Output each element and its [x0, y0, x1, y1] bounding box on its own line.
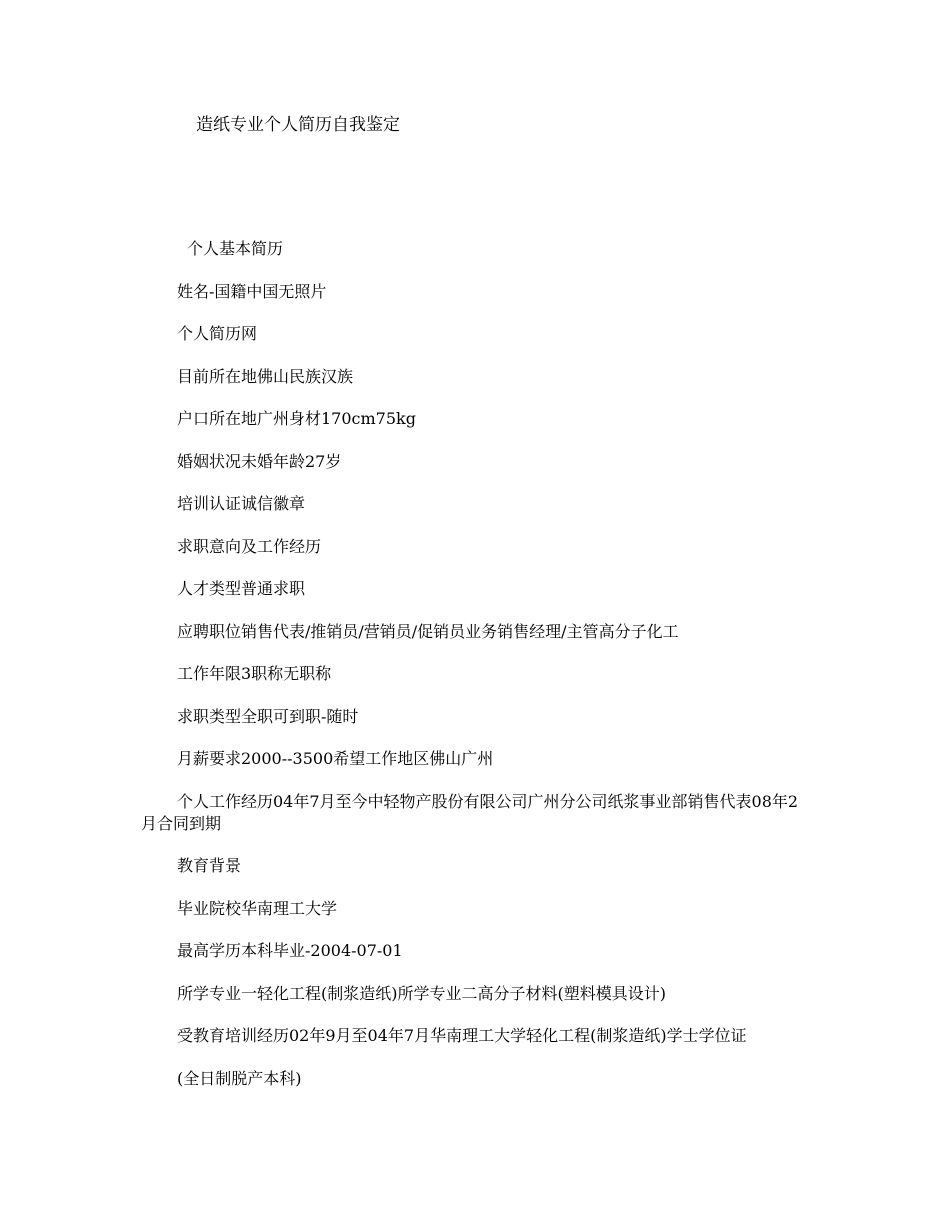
section-heading-education: 教育背景 [177, 856, 242, 875]
paragraph: 应聘职位销售代表/推销员/营销员/促销员业务销售经理/主管高分子化工 [177, 621, 679, 641]
paragraph: 姓名-国籍中国无照片 [177, 281, 327, 301]
section-heading-basic-info: 个人基本简历 [187, 239, 284, 258]
paragraph: 目前所在地佛山民族汉族 [177, 366, 354, 386]
document-body [141, 238, 806, 1110]
paragraph: 户口所在地广州身材170cm75kg [177, 409, 416, 428]
paragraph: 所学专业一轻化工程(制浆造纸)所学专业二高分子材料(塑料模具设计) [177, 983, 666, 1003]
paragraph: 婚姻状况未婚年龄27岁 [177, 451, 342, 471]
section-heading-job-intent: 求职意向及工作经历 [177, 536, 322, 556]
paragraph: 人才类型普通求职 [177, 579, 306, 598]
paragraph: 个人简历网 [177, 324, 258, 343]
paragraph: 受教育培训经历02年9月至04年7月华南理工大学轻化工程(制浆造纸)学士学位证 [177, 1026, 747, 1045]
paragraph: 毕业院校华南理工大学 [177, 898, 338, 918]
document-title: 造纸专业个人简历自我鉴定 [196, 115, 400, 135]
paragraph: 求职类型全职可到职-随时 [177, 706, 359, 726]
paragraph: 最高学历本科毕业-2004-07-01 [177, 941, 403, 960]
paragraph: 个人工作经历04年7月至今中轻物产股份有限公司广州分公司纸浆事业部销售代表08年2月合同到期 [141, 791, 799, 833]
paragraph: 月薪要求2000--3500希望工作地区佛山广州 [177, 749, 494, 768]
paragraph: 工作年限3职称无职称 [177, 664, 332, 683]
paragraph: 培训认证诚信徽章 [177, 494, 306, 513]
paragraph: (全日制脱产本科) [177, 1068, 302, 1088]
